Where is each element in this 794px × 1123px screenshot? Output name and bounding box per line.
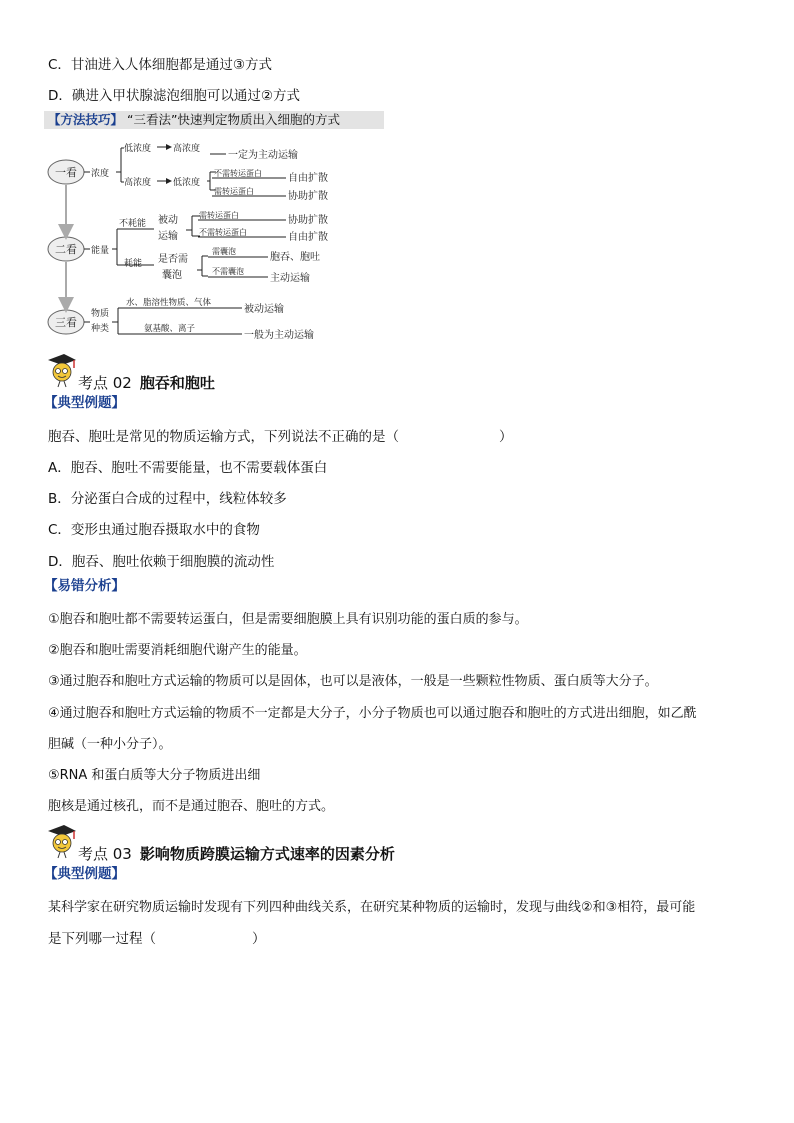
no-carrier: 不需转运蛋白 [214,169,262,178]
amino-ions: 氨基酸、离子 [144,324,196,334]
error-point-5b: 胞核是通过核孔，而不是通过胞吞、胞吐的方式。 [48,799,335,814]
kp02-option-a: A．胞吞、胞吐不需要能量，也不需要载体蛋白 [48,460,328,476]
kp02-question [48,428,513,446]
small-substances: 水、脂溶性物质、气体 [126,298,212,308]
need-carrier-2: 需转运蛋白 [199,211,239,220]
high-label-2: 高浓度 [124,178,152,188]
kp02-option-d: D．胞吞、胞吐依赖于细胞膜的流动性 [48,554,275,570]
low-label: 低浓度 [124,144,152,154]
scholar-mascot-icon [44,823,78,859]
error-point-5a: ⑤RNA 和蛋白质等大分子物质进出细 [48,768,261,783]
substance-1: 物质 [91,309,110,319]
free-diffusion-1: 自由扩散 [288,173,328,184]
need-carrier: 需转运蛋白 [214,187,254,196]
passive-2: 运输 [158,231,178,242]
method-tag: 【方法技巧】 [48,112,124,127]
look1-label: 一看 [55,166,77,179]
active-transport: 一定为主动运输 [228,150,298,161]
kp02-error-tag: 【易错分析】 [44,578,125,594]
bracket-passive [186,216,200,236]
substance-2: 种类 [91,324,110,334]
kp02-question-end: ） [499,429,513,445]
kp03-example-tag: 【典型例题】 [44,866,125,882]
error-point-1: ①胞吞和胞吐都不需要转运蛋白，但是需要细胞膜上具有识别功能的蛋白质的参与。 [48,612,528,627]
kp03-label: 考点 03 [78,845,132,863]
method-title: “三看法”快速判定物质出入细胞的方式 [127,112,340,127]
facilitated-1: 协助扩散 [288,191,328,202]
kp03-heading [78,844,395,864]
concentration-label: 浓度 [91,169,110,179]
low-label-2: 低浓度 [173,178,201,188]
kp03-question-b [48,930,266,948]
method-tips-bar [44,111,384,129]
kp03-question-b-text: 是下列哪一过程（ [48,931,156,947]
error-point-3: ③通过胞吞和胞吐方式运输的物质可以是固体，也可以是液体，一般是一些颗粒性物质、蛋白质等大分子。 [48,674,658,689]
kp02-heading [78,373,215,393]
three-look-diagram [44,132,344,347]
look2-label: 二看 [55,243,77,256]
kp03-question-a: 某科学家在研究物质运输时发现有下列四种曲线关系，在研究某种物质的运输时，发现与曲线②和③相符，最可能 [48,900,696,915]
option-c: C．甘油进入人体细胞都是通过③方式 [48,57,273,73]
vesicle-q1: 是否需 [158,254,188,265]
error-point-4a: ④通过胞吞和胞吐方式运输的物质不一定都是大分子，小分子物质也可以通过胞吞和胞吐的方式进出细胞，如乙酰 [48,706,697,721]
no-carrier-2: 不需转运蛋白 [199,228,247,237]
kp02-example-tag: 【典型例题】 [44,395,125,411]
endo-exo: 胞吞、胞吐 [270,252,320,263]
high-label: 高浓度 [173,144,201,154]
option-d: D．碘进入甲状腺滤泡细胞可以通过②方式 [48,88,300,104]
kp03-title: 影响物质跨膜运输方式速率的因素分析 [139,845,395,863]
active-2: 主动运输 [270,273,310,284]
kp02-option-b: B．分泌蛋白合成的过程中，线粒体较多 [48,491,287,507]
bracket-vesicle [197,256,208,276]
kp02-title: 胞吞和胞吐 [139,374,215,392]
no-vesicle: 不需囊泡 [212,267,244,276]
bracket-substance [112,308,124,334]
kp02-question-text: 胞吞、胞吐是常见的物质运输方式，下列说法不正确的是（ [48,429,399,445]
free-diffusion-2: 自由扩散 [288,232,328,243]
bracket-conc [116,148,124,182]
uses-energy: 耗能 [124,259,143,269]
passive-1: 被动 [158,215,178,226]
kp02-option-c: C．变形虫通过胞吞摄取水中的食物 [48,522,260,538]
no-energy: 不耗能 [119,219,147,229]
kp03-question-b-end: ） [252,931,266,947]
passive-result: 被动运输 [244,304,284,315]
energy-label: 能量 [91,246,110,256]
need-vesicle: 需囊泡 [212,247,236,256]
usually-active: 一般为主动运输 [244,330,314,341]
look3-label: 三看 [55,316,77,329]
scholar-mascot-icon [44,352,78,388]
error-point-4b: 胆碱（一种小分子）。 [48,737,172,752]
kp02-label: 考点 02 [78,374,132,392]
vesicle-q2: 囊泡 [162,270,182,281]
facilitated-2: 协助扩散 [288,215,328,226]
error-point-2: ②胞吞和胞吐需要消耗细胞代谢产生的能量。 [48,643,307,658]
